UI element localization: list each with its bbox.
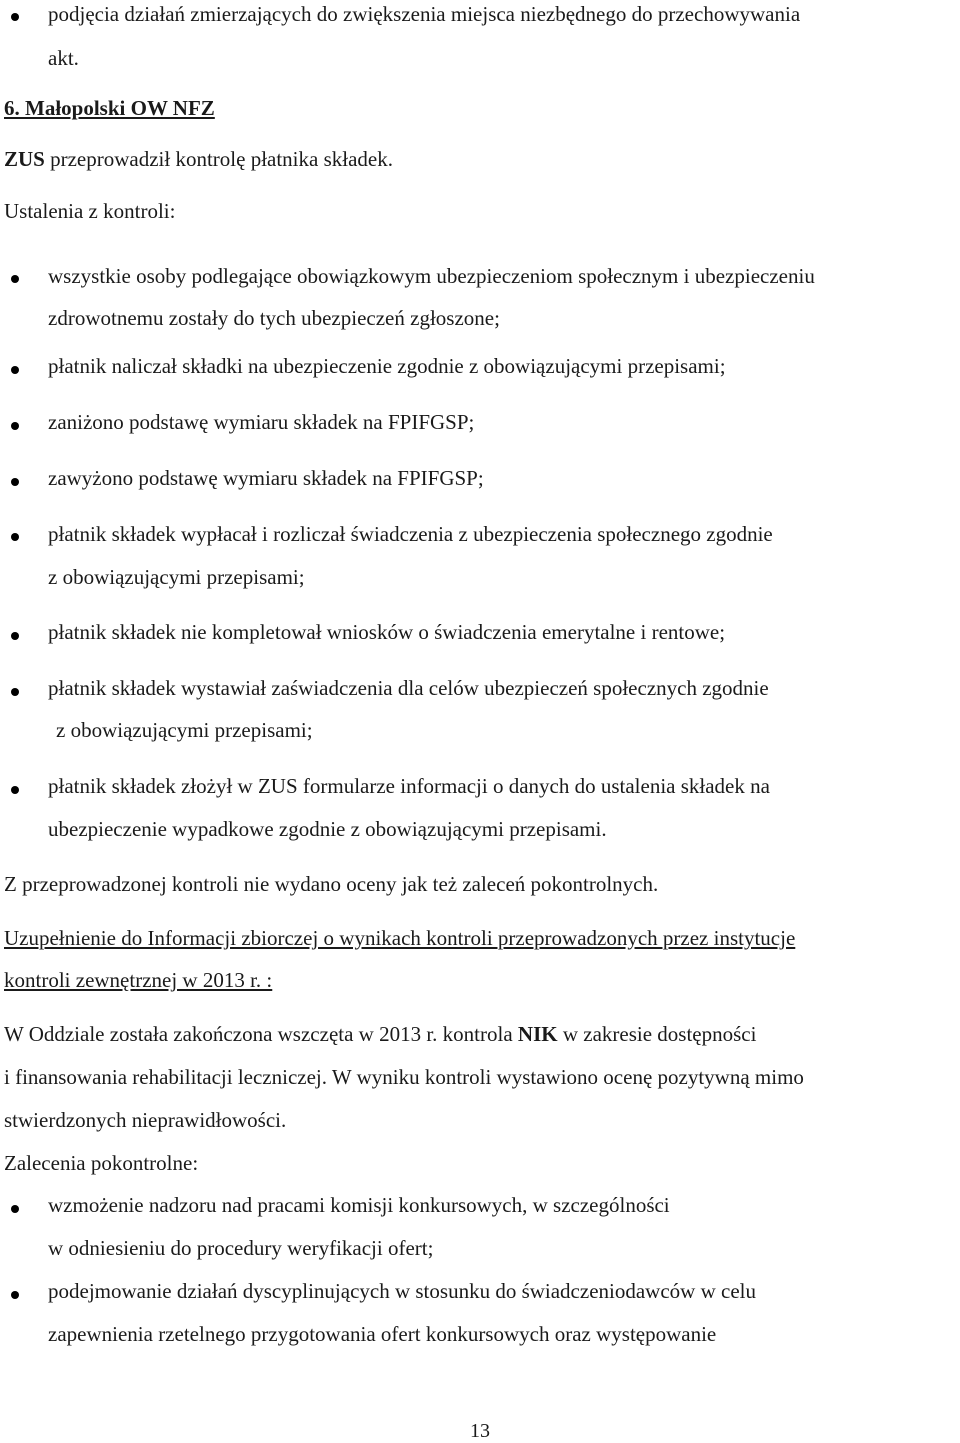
bullet-dot (11, 275, 19, 283)
finding-3: zaniżono podstawę wymiaru składek na FPIFGSP; (48, 410, 475, 434)
bullet-dot (11, 533, 19, 541)
nik-bold: NIK (517, 1022, 558, 1046)
finding-2: płatnik naliczał składki na ubezpieczenie zgodnie z obowiązującymi przepisami; (48, 354, 726, 378)
finding-5-line2: z obowiązującymi przepisami; (48, 565, 305, 589)
page-number: 13 (470, 1420, 490, 1442)
recommendation-1-line1: wzmożenie nadzoru nad pracami komisji konkursowych, w szczególności (48, 1193, 670, 1217)
bullet-dot (11, 478, 19, 486)
bullet-dot (11, 632, 19, 640)
bullet-dot (11, 422, 19, 430)
supplement-heading-line2: kontroli zewnętrznej w 2013 r. : (4, 968, 273, 992)
bullet-dot (11, 786, 19, 794)
nik-line1-pre: W Oddziale została zakończona wszczęta w 2013 r. kontrola (4, 1022, 518, 1046)
top-bullet-line2: akt. (48, 46, 79, 70)
findings-label: Ustalenia z kontroli: (4, 199, 176, 223)
conclusion-text: Z przeprowadzonej kontroli nie wydano oceny jak też zaleceń pokontrolnych. (4, 872, 659, 896)
bullet-dot (11, 1291, 19, 1299)
finding-4: zawyżono podstawę wymiaru składek na FPIFGSP; (48, 466, 484, 490)
bullet-dot (11, 13, 19, 21)
top-bullet-line1 (48, 2, 956, 27)
finding-1-line1: wszystkie osoby podlegające obowiązkowym ubezpieczeniom społecznym i ubezpieczeniu (48, 264, 815, 288)
finding-6: płatnik składek nie kompletował wniosków o świadczenia emerytalne i rentowe; (48, 620, 726, 644)
recommendations-label: Zalecenia pokontrolne: (4, 1151, 199, 1175)
finding-5-line1: płatnik składek wypłacał i rozliczał świadczenia z ubezpieczenia społecznego zgodnie (48, 522, 773, 546)
intro-bold: ZUS (4, 147, 45, 171)
bullet-dot (11, 366, 19, 374)
finding-8-line1: płatnik składek złożył w ZUS formularze informacji o danych do ustalenia składek na (48, 774, 770, 798)
recommendation-2-line2: zapewnienia rzetelnego przygotowania ofert konkursowych oraz występowanie (48, 1322, 717, 1346)
recommendation-2-line1: podejmowanie działań dyscyplinujących w stosunku do świadczeniodawców w celu (48, 1279, 756, 1303)
bullet-dot (11, 1205, 19, 1213)
nik-line2: i finansowania rehabilitacji leczniczej. W wyniku kontroli wystawiono ocenę pozytywną mimo (4, 1065, 804, 1089)
finding-7-line1: płatnik składek wystawiał zaświadczenia dla celów ubezpieczeń społecznych zgodnie (48, 676, 769, 700)
finding-7-line2: z obowiązującymi przepisami; (56, 718, 313, 742)
nik-line3: stwierdzonych nieprawidłowości. (4, 1108, 287, 1132)
supplement-heading-line1: Uzupełnienie do Informacji zbiorczej o wynikach kontroli przeprowadzonych przez instytucje (4, 926, 796, 950)
section-heading: 6. Małopolski OW NFZ (4, 96, 215, 120)
nik-line1-post: w zakresie dostępności (557, 1022, 757, 1046)
bullet-dot (11, 688, 19, 696)
intro-rest: przeprowadził kontrolę płatnika składek. (44, 147, 393, 171)
nik-line1 (4, 1022, 956, 1047)
finding-1-line2: zdrowotnemu zostały do tych ubezpieczeń zgłoszone; (48, 306, 500, 330)
finding-8-line2: ubezpieczenie wypadkowe zgodnie z obowiązującymi przepisami. (48, 817, 607, 841)
recommendation-1-line2: w odniesieniu do procedury weryfikacji ofert; (48, 1236, 434, 1260)
section-intro (4, 147, 956, 172)
top-bullet-text: podjęcia działań zmierzających do zwiększenia miejsca niezbędnego do przechowywania (48, 2, 801, 26)
